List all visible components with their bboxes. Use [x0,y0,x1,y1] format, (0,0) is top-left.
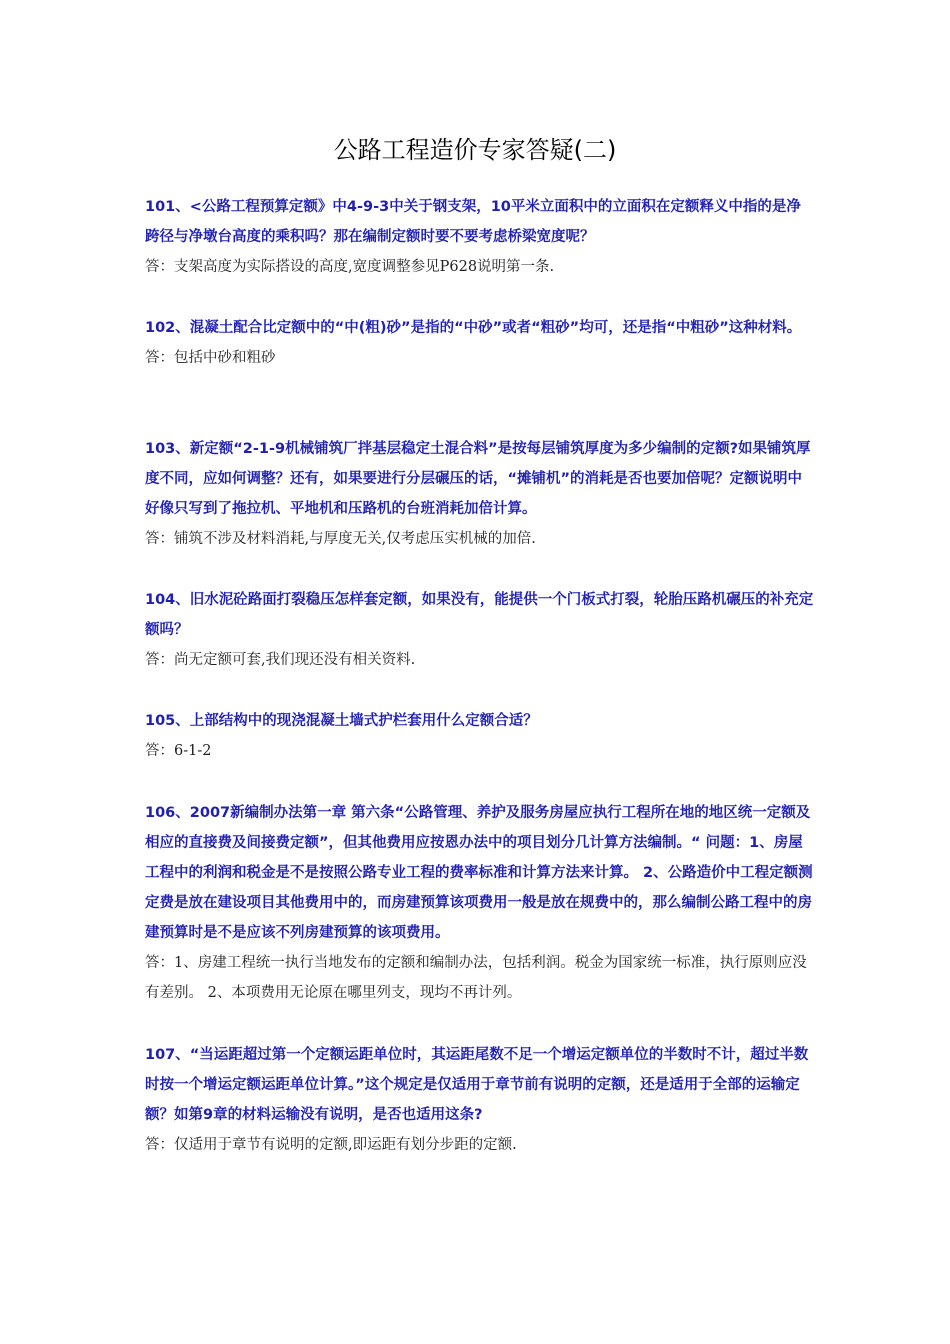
question-text: 105、上部结构中的现浇混凝土墙式护栏套用什么定额合适？ [145,713,538,729]
qa-item-101 [145,192,815,282]
qa-item-105 [145,706,815,766]
qa-item-104 [145,585,815,675]
answer-text: 答：尚无定额可套,我们现还没有相关资料. [145,652,416,668]
qa-item-102 [145,313,815,373]
question-text: 104、旧水泥砼路面打裂稳压怎样套定额，如果没有，能提供一个门板式打裂，轮胎压路机碾压的补充定额吗？ [145,592,814,638]
question-text: 101、<公路工程预算定额》中4-9-3中关于钢支架，10平米立面积中的立面积在定额释义中指的是净跨径与净墩台高度的乘积吗？那在编制定额时要不要考虑桥梁宽度呢？ [145,199,801,245]
answer-text: 答：支架高度为实际搭设的高度,宽度调整参见P628说明第一条. [145,259,555,275]
document-title: 公路工程造价专家答疑(二) [333,136,617,164]
answer-text: 答：1、房建工程统一执行当地发布的定额和编制办法，包括利润。税金为国家统一标准，执行原则应没有差别。 2、本项费用无论原在哪里列支，现均不再计列。 [145,955,807,1001]
question-text: 102、混凝土配合比定额中的“中(粗)砂”是指的“中砂”或者“粗砂”均可，还是指“中粗砂”这种材料。 [145,320,802,336]
question-text: 106、2007新编制办法第一章 第六条“公路管理、养护及服务房屋应执行工程所在地的地区统一定额及相应的直接费及间接费定额”，但其他费用应按恩办法中的项目划分几计算方法编制。“ 问题：1、房屋工程中的利润和税金是不是按照公路专业工程的费率标准和计算方法来计算。 2、公路造价中工程定额测定费是放在建设项目其他费用中的，而房建预算该项费用一般是放在规费中的，那么编制公路工程中的房建预算时是不是应该不列房建预算的该项费用。 [145,805,813,941]
question-text: 107、“当运距超过第一个定额运距单位时，其运距尾数不足一个增运定额单位的半数时不计，超过半数时按一个增运定额运距单位计算。”这个规定是仅适用于章节前有说明的定额，还是适用于全部的运输定额？如第9章的材料运输没有说明，是否也适用这条? [145,1047,809,1123]
qa-item-106 [145,798,815,1008]
answer-text: 答：铺筑不涉及材料消耗,与厚度无关,仅考虑压实机械的加倍. [145,531,536,547]
answer-text: 答：仅适用于章节有说明的定额,即运距有划分步距的定额. [145,1137,517,1153]
qa-item-103 [145,434,815,554]
answer-text: 答：包括中砂和粗砂 [145,350,276,366]
question-text: 103、新定额“2-1-9机械铺筑厂拌基层稳定土混合料”是按每层铺筑厚度为多少编制的定额?如果铺筑厚度不同，应如何调整？还有，如果要进行分层碾压的话，“摊铺机”的消耗是否也要加倍呢？定额说明中好像只写到了拖拉机、平地机和压路机的台班消耗加倍计算。 [145,441,811,517]
qa-item-107 [145,1040,815,1160]
answer-text: 答：6-1-2 [145,743,212,759]
